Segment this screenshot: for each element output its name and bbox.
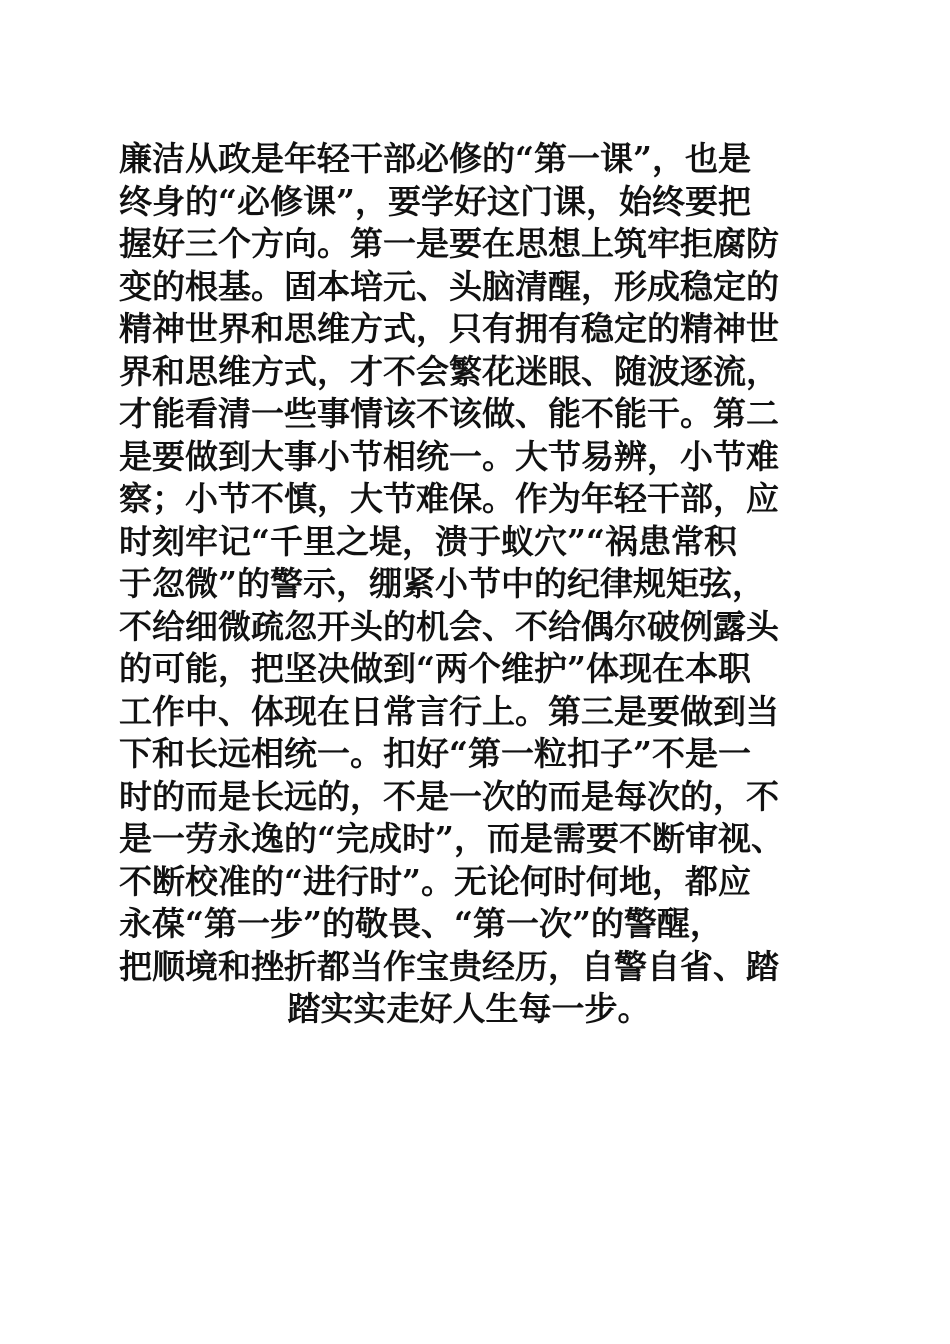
text-line: 界和思维方式，才不会繁花迷眼、随波逐流， — [119, 351, 779, 391]
text-line: 下和长远相统一。扣好“第一粒扣子”不是一 — [119, 734, 751, 773]
text-line: 察；小节不慎，大节难保。作为年轻干部，应 — [119, 479, 779, 518]
text-line: 工作中、体现在日常言行上。第三是要做到当 — [119, 691, 779, 731]
text-line: 是一劳永逸的“完成时”，而是需要不断审视、 — [119, 819, 784, 858]
text-line: 的可能，把坚决做到“两个维护”体现在本职 — [119, 649, 751, 688]
text-line: 不断校准的“进行时”。无论何时何地，都应 — [119, 861, 751, 901]
text-line: 时的而是长远的，不是一次的而是每次的，不 — [119, 776, 779, 816]
text-line: 时刻牢记“千里之堤，溃于蚁穴”“祸患常积 — [119, 521, 737, 561]
text-line: 终身的“必修课”，要学好这门课，始终要把 — [119, 181, 751, 221]
text-line: 廉洁从政是年轻干部必修的“第一课”，也是 — [119, 139, 751, 178]
text-line: 是要做到大事小节相统一。大节易辨，小节难 — [119, 436, 779, 476]
text-line: 变的根基。固本培元、头脑清醒，形成稳定的 — [119, 266, 779, 306]
text-line: 才能看清一些事情该不该做、能不能干。第二 — [119, 394, 779, 433]
text-line: 永葆“第一步”的敬畏、“第一次”的警醒， — [119, 904, 723, 943]
text-line: 握好三个方向。第一是要在思想上筑牢拒腐防 — [119, 224, 779, 263]
text-line: 于忽微”的警示，绷紧小节中的纪律规矩弦， — [119, 564, 765, 603]
body-paragraph — [119, 138, 839, 1031]
text-line: 不给细微疏忽开头的机会、不给偶尔破例露头 — [119, 606, 779, 646]
text-line-final: 踏实实走好人生每一步。 — [287, 989, 651, 1028]
text-line: 精神世界和思维方式，只有拥有稳定的精神世 — [119, 309, 779, 348]
text-line: 把顺境和挫折都当作宝贵经历，自警自省、踏 — [119, 946, 779, 986]
